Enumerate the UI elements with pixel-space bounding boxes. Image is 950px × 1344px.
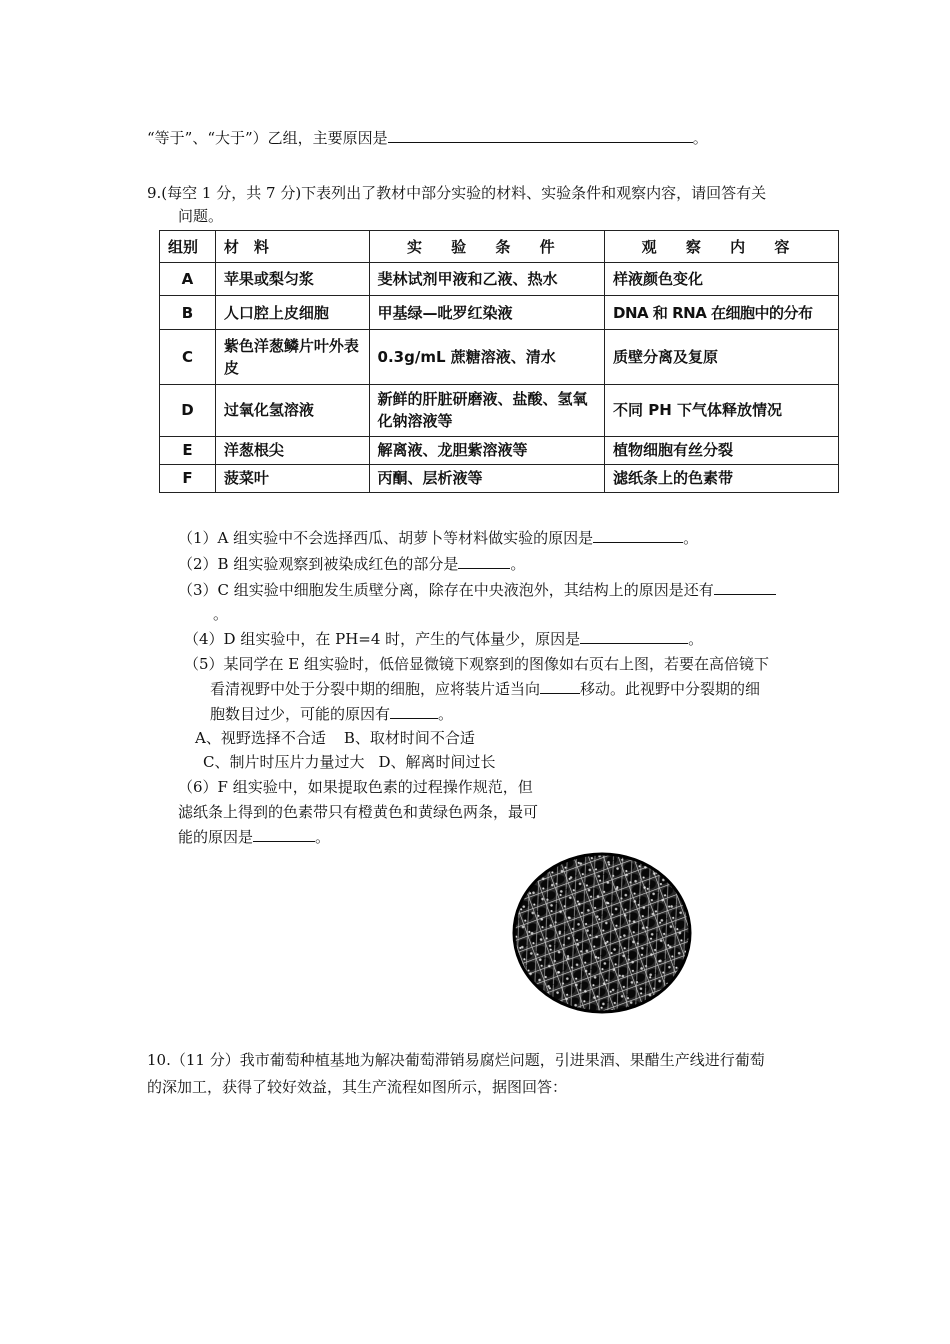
q9-options-row-2 (203, 752, 496, 772)
cell-observe: 植物细胞有丝分裂 (605, 436, 839, 464)
experiment-table (159, 230, 839, 493)
cell-observe: 样液颜色变化 (605, 263, 839, 296)
q9-stem-line-1: 9.(每空 1 分，共 7 分)下表列出了教材中部分实验的材料、实验条件和观察内容，请回答有关 (147, 184, 767, 202)
q9-sub-1-text: （1）A 组实验中不会选择西瓜、胡萝卜等材料做实验的原因是 (178, 529, 594, 547)
microscope-field-image (512, 852, 692, 1018)
answer-blank[interactable] (540, 679, 580, 694)
cell-condition: 丙酮、层析液等 (369, 464, 604, 492)
period: 。 (692, 129, 708, 147)
table-row (160, 263, 839, 296)
q9-sub-6-line-1: （6）F 组实验中，如果提取色素的过程操作规范，但 (178, 778, 533, 796)
period: 。 (688, 630, 704, 648)
q9-sub-6-line-3 (178, 827, 330, 847)
q9-sub-1 (178, 528, 698, 548)
q9-sub-3 (178, 580, 776, 600)
cell-group: A (160, 263, 216, 296)
period: 。 (213, 605, 229, 623)
cell-material: 苹果或梨匀浆 (215, 263, 369, 296)
table-row (160, 436, 839, 464)
q9-sub-5-line-3 (210, 704, 453, 724)
q9-sub-3-text: （3）C 组实验中细胞发生质壁分离，除存在中央液泡外，其结构上的原因是还有 (178, 581, 714, 599)
option-d: D、解离时间过长 (378, 753, 496, 771)
q9-sub-4 (184, 629, 703, 649)
cell-group: C (160, 330, 216, 384)
period: 。 (315, 828, 331, 846)
answer-blank[interactable] (388, 128, 693, 143)
cell-group: E (160, 436, 216, 464)
q9-sub-6-line-2: 滤纸条上得到的色素带只有橙黄色和黄绿色两条，最可 (178, 803, 539, 821)
cell-observe: 滤纸条上的色素带 (605, 464, 839, 492)
period: 。 (438, 705, 454, 723)
cell-material: 紫色洋葱鳞片叶外表皮 (215, 330, 369, 384)
prev-question-text: “等于”、“大于”）乙组，主要原因是 (147, 129, 388, 147)
period: 。 (683, 529, 699, 547)
cell-observe: 不同 PH 下气体释放情况 (605, 384, 839, 436)
header-group: 组别 (160, 231, 216, 263)
cell-material: 过氧化氢溶液 (215, 384, 369, 436)
q9-sub-4-text: （4）D 组实验中，在 PH=4 时，产生的气体量少，原因是 (184, 630, 581, 648)
table-row (160, 296, 839, 330)
table-row (160, 330, 839, 384)
option-a: A、视野选择不合适 (195, 729, 326, 747)
cell-condition: 0.3g/mL 蔗糖溶液、清水 (369, 330, 604, 384)
cell-observe: 质壁分离及复原 (605, 330, 839, 384)
q9-sub-5-text-c: 胞数目过少，可能的原因有 (210, 705, 391, 723)
q9-sub-5-line-1: （5）某同学在 E 组实验时，低倍显微镜下观察到的图像如右页右上图，若要在高倍镜下 (184, 655, 770, 673)
q9-sub-5-text-b: 移动。此视野中分裂期的细 (580, 680, 761, 698)
cell-group: F (160, 464, 216, 492)
cell-condition: 甲基绿—吡罗红染液 (369, 296, 604, 330)
q9-sub-2 (178, 554, 525, 574)
cell-material: 人口腔上皮细胞 (215, 296, 369, 330)
header-observe: 观 察 内 容 (605, 231, 839, 263)
q9-stem-line-2: 问题。 (178, 207, 224, 225)
cell-group: D (160, 384, 216, 436)
answer-blank[interactable] (390, 704, 438, 719)
cell-group: B (160, 296, 216, 330)
table-row (160, 384, 839, 436)
prev-question-line (147, 128, 708, 148)
header-material: 材 料 (215, 231, 369, 263)
option-c: C、制片时压片力量过大 (203, 753, 365, 771)
answer-blank[interactable] (458, 554, 510, 569)
answer-blank[interactable] (253, 827, 315, 842)
q9-sub-5-line-2 (210, 679, 760, 699)
q9-sub-2-text: （2）B 组实验观察到被染成红色的部分是 (178, 555, 459, 573)
cell-condition: 斐林试剂甲液和乙液、热水 (369, 263, 604, 296)
cell-material: 菠菜叶 (215, 464, 369, 492)
q10-stem-line-2: 的深加工，获得了较好效益，其生产流程如图所示，据图回答： (147, 1078, 568, 1096)
onion-root-tip-cells-icon (512, 852, 692, 1014)
answer-blank[interactable] (593, 528, 683, 543)
table-header-row (160, 231, 839, 263)
table-row (160, 464, 839, 492)
option-b: B、取材时间不合适 (343, 729, 475, 747)
q9-sub-3-end (213, 604, 228, 624)
q9-options-row-1 (195, 728, 475, 748)
q10-stem-line-1: 10.（11 分）我市葡萄种植基地为解决葡萄滞销易腐烂问题，引进果酒、果醋生产线进行葡萄 (147, 1051, 765, 1069)
cell-condition: 新鲜的肝脏研磨液、盐酸、氢氧化钠溶液等 (369, 384, 604, 436)
answer-blank[interactable] (580, 629, 688, 644)
cell-material: 洋葱根尖 (215, 436, 369, 464)
period: 。 (510, 555, 526, 573)
cell-observe: DNA 和 RNA 在细胞中的分布 (605, 296, 839, 330)
answer-blank[interactable] (714, 580, 776, 595)
q9-sub-6-text: 能的原因是 (178, 828, 254, 846)
cell-condition: 解离液、龙胆紫溶液等 (369, 436, 604, 464)
header-condition: 实 验 条 件 (369, 231, 604, 263)
q9-sub-5-text-a: 看清视野中处于分裂中期的细胞，应将装片适当向 (210, 680, 541, 698)
